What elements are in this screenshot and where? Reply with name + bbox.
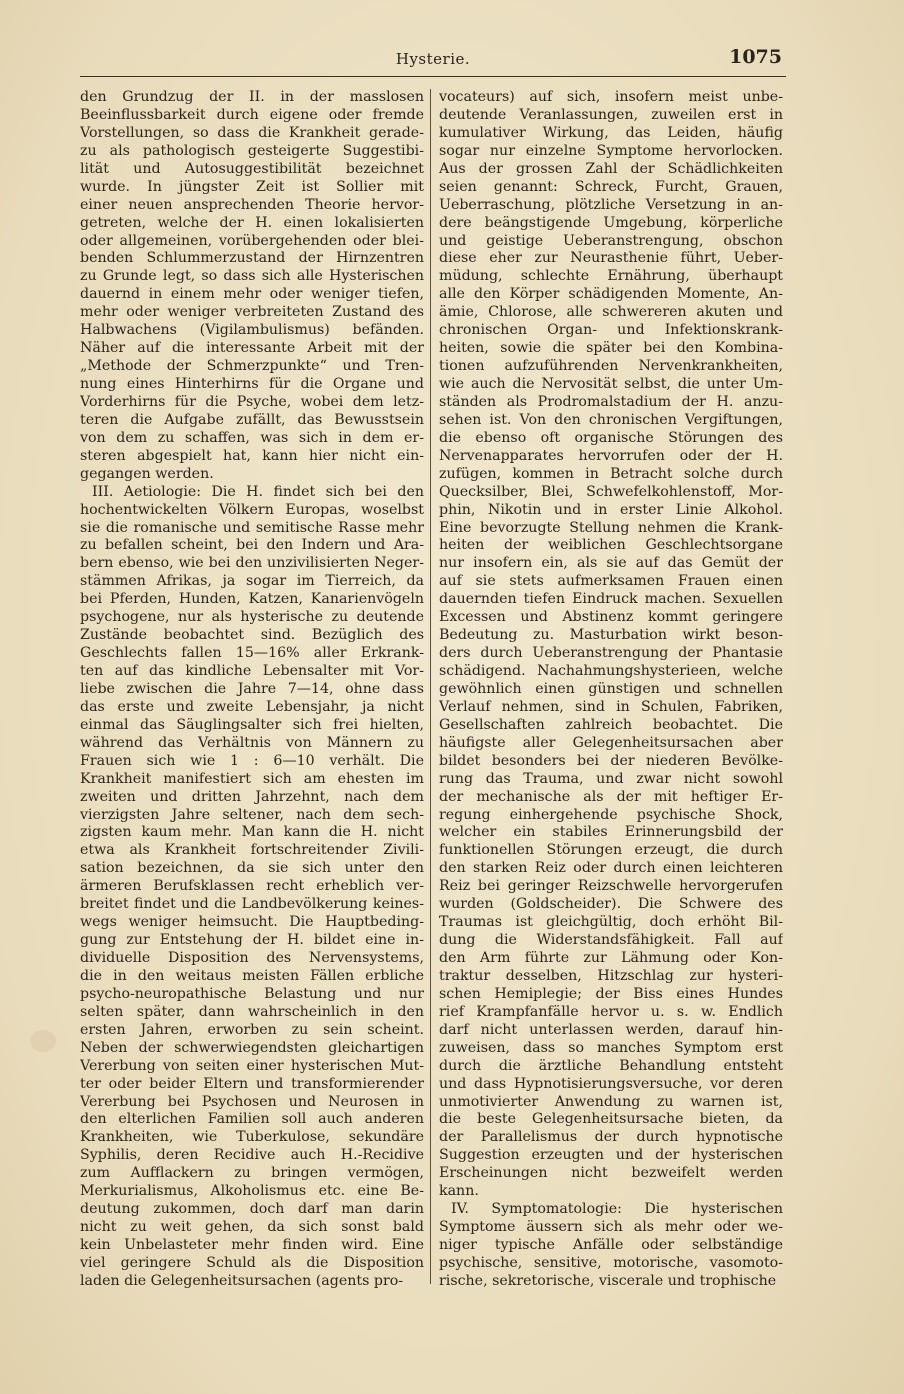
text-line: zufügen, kommen in Betracht solche durch bbox=[439, 465, 783, 482]
text-line: ten auf das kindliche Lebensalter mit Vor- bbox=[80, 663, 424, 679]
text-line: einer neuen ansprechenden Theorie hervor- bbox=[80, 196, 424, 213]
text-line: Vererbung von seiten einer hysterischen Mut- bbox=[80, 1057, 424, 1074]
text-line: nur insofern ein, als sie auf das Gemüt der bbox=[439, 555, 783, 572]
paper-stain bbox=[30, 1030, 56, 1052]
text-line: auf sie stets aufmerksamen Frauen einen bbox=[439, 573, 783, 590]
text-line: dung die Widerstandsfähigkeit. Fall auf bbox=[439, 932, 783, 949]
text-line: die in den weitaus meisten Fällen erbliche bbox=[80, 967, 424, 984]
text-line: gung zur Entstehung der H. bildet eine in- bbox=[80, 932, 424, 949]
text-line: den Grundzug der II. in der masslosen bbox=[80, 89, 424, 105]
text-line: Ueberraschung, plötzliche Versetzung in an- bbox=[439, 196, 783, 213]
text-line: durch die ärztliche Behandlung entsteht bbox=[439, 1057, 783, 1074]
text-line: III. Aetiologie: Die H. findet sich bei den bbox=[92, 483, 424, 500]
text-line: von dem zu schaffen, was sich in dem er- bbox=[80, 429, 424, 446]
page-number: 1075 bbox=[729, 46, 782, 68]
running-title: Hysterie. bbox=[395, 50, 471, 68]
text-line: steren abgespielt hat, kann hier nicht ein- bbox=[80, 447, 424, 464]
text-line: Nervenapparates hervorrufen oder der H. bbox=[439, 447, 783, 464]
text-line: wurde. In jüngster Zeit ist Sollier mit bbox=[80, 178, 424, 195]
text-line: psychogene, nur als hysterische zu deutende bbox=[80, 609, 424, 626]
text-line: darf nicht unterlassen werden, darauf hin- bbox=[439, 1021, 783, 1038]
text-line: unmotivierter Anwendung zu warnen ist, bbox=[439, 1093, 783, 1110]
text-line: Halbwachens (Vigilambulismus) befänden. bbox=[80, 322, 424, 339]
text-line: die beste Gelegenheitsursache bieten, da bbox=[439, 1111, 783, 1128]
text-line: rische, sekretorische, viscerale und trophische bbox=[439, 1272, 777, 1289]
text-line: Syphilis, deren Recidive auch H.-Recidive bbox=[80, 1147, 424, 1164]
text-line: mehr oder weniger verbreiteten Zustand des bbox=[80, 304, 424, 321]
text-line: traktur desselben, Hitzschlag zur hysteri- bbox=[439, 967, 783, 984]
right-text-column bbox=[439, 89, 783, 1291]
text-line: ders durch Ueberanstrengung der Phantasie bbox=[439, 645, 783, 662]
text-line: einmal das Säuglingsalter sich frei hielten, bbox=[80, 716, 424, 733]
text-line: Gesellschaften zahlreich beobachtet. Die bbox=[439, 716, 783, 733]
text-line: während das Verhältnis von Männern zu bbox=[80, 734, 424, 751]
text-line: rief Krampfanfälle hervor u. s. w. Endlich bbox=[439, 1003, 783, 1020]
text-line: Frauen sich wie 1 : 6—10 verhält. Die bbox=[80, 752, 424, 769]
header-rule bbox=[80, 76, 786, 77]
text-line: seien genannt: Schreck, Furcht, Grauen, bbox=[439, 178, 783, 195]
text-line: phin, Nikotin und in erster Linie Alkohol. bbox=[439, 501, 783, 518]
text-line: der mechanische als der mit heftiger Er- bbox=[439, 788, 783, 805]
text-line: heiten, sowie die später bei den Kombina- bbox=[439, 340, 783, 357]
text-line: zigsten kaum mehr. Man kann die H. nicht bbox=[80, 824, 424, 841]
text-line: psycho-neuropathische Belastung und nur bbox=[80, 985, 424, 1002]
text-line: Erscheinungen nicht bezweifelt werden bbox=[439, 1165, 783, 1182]
text-line: und geistige Ueberanstrengung, obschon bbox=[439, 232, 783, 249]
text-line: niger typische Anfälle oder selbständige bbox=[439, 1237, 783, 1253]
text-line: zum Aufflackern zu bringen vermögen, bbox=[80, 1165, 424, 1182]
text-line: kein Unbelasteter mehr finden wird. Eine bbox=[80, 1237, 424, 1253]
text-line: ter oder beider Eltern und transformierender bbox=[80, 1075, 424, 1092]
text-line: gegangen werden. bbox=[80, 465, 214, 482]
text-line: benden Schlummerzustand der Hirnzentren bbox=[80, 250, 424, 267]
text-line: dauernden tiefen Eindruck machen. Sexuellen bbox=[439, 591, 783, 608]
text-line: teren die Aufgabe zufällt, das Bewusstsein bbox=[80, 411, 424, 428]
text-line: zu Grunde legt, so dass sich alle Hysterischen bbox=[80, 268, 424, 285]
text-line: ärmeren Berufsklassen recht erheblich ver- bbox=[80, 878, 424, 895]
text-line: zweiten und dritten Jahrzehnt, nach dem bbox=[80, 788, 424, 805]
text-line: liebe zwischen die Jahre 7—14, ohne dass bbox=[80, 680, 424, 697]
text-line: selten später, dann wahrscheinlich in den bbox=[80, 1003, 424, 1020]
text-line: der Parallelismus der durch hypnotische bbox=[439, 1129, 783, 1146]
text-line: zuweisen, dass so manches Symptom erst bbox=[439, 1039, 783, 1056]
text-line: Vererbung bei Psychosen und Neurosen in bbox=[80, 1093, 424, 1110]
text-line: nung eines Hinterhirns für die Organe und bbox=[80, 376, 424, 392]
text-line: dere beängstigende Umgebung, körperliche bbox=[439, 214, 783, 231]
text-line: den elterlichen Familien soll auch anderen bbox=[80, 1111, 424, 1128]
text-line: kann. bbox=[439, 1183, 479, 1200]
text-line: rung das Trauma, und zwar nicht sowohl bbox=[439, 770, 783, 787]
text-line: ämie, Chlorose, alle schwereren akuten und bbox=[439, 304, 783, 321]
text-line: deutung zukommen, doch darf man darin bbox=[80, 1201, 424, 1218]
text-line: gewöhnlich einen günstigen und schnellen bbox=[439, 680, 783, 697]
left-text-column bbox=[80, 89, 424, 1291]
text-line: Beeinflussbarkeit durch eigene oder fremde bbox=[80, 106, 424, 123]
text-line: viel geringere Schuld als die Disposition bbox=[80, 1254, 424, 1271]
text-line: alle den Körper schädigenden Momente, An- bbox=[439, 286, 783, 303]
text-line: sogar nur einzelne Symptome hervorlocken. bbox=[439, 142, 783, 159]
text-line: wie auch die Nervosität selbst, die unter Um- bbox=[439, 376, 783, 392]
text-line: welcher ein stabiles Erinnerungsbild der bbox=[439, 824, 783, 841]
page-header bbox=[80, 46, 786, 76]
text-line: bildet besonders bei der niederen Bevölke- bbox=[439, 752, 783, 769]
text-line: schädigend. Nachahmungshysterieen, welche bbox=[439, 663, 783, 679]
text-line: häufigste aller Gelegenheitsursachen aber bbox=[439, 734, 783, 751]
text-line: Quecksilber, Blei, Schwefelkohlenstoff, Mor- bbox=[439, 483, 783, 500]
text-line: Aus der grossen Zahl der Schädlichkeiten bbox=[439, 160, 783, 177]
text-line: kumulativer Wirkung, das Leiden, häufig bbox=[439, 124, 783, 141]
text-line: schen Hemiplegie; der Biss eines Hundes bbox=[439, 985, 783, 1002]
text-line: Näher auf die interessante Arbeit mit der bbox=[80, 340, 424, 357]
text-line: ersten Jahren, erworben zu sein scheint. bbox=[80, 1021, 424, 1038]
text-line: wegs weniger heimsucht. Die Hauptbeding- bbox=[80, 914, 424, 931]
text-line: Vorstellungen, so dass die Krankheit gerade- bbox=[80, 124, 424, 141]
text-line: und dass Hypnotisierungsversuche, vor deren bbox=[439, 1075, 783, 1092]
text-line: bei Pferden, Hunden, Katzen, Kanarienvögeln bbox=[80, 591, 424, 608]
text-line: oder allgemeinen, vorübergehenden oder blei- bbox=[80, 232, 424, 249]
text-line: Vorderhirns für die Psyche, wobei dem letz- bbox=[80, 393, 424, 410]
text-line: dauernd in einem mehr oder weniger tiefen, bbox=[80, 286, 424, 303]
text-line: wurden (Goldscheider). Die Schwere des bbox=[439, 896, 783, 913]
text-line: Eine bevorzugte Stellung nehmen die Krank- bbox=[439, 519, 783, 536]
text-line: deutende Veranlassungen, zuweilen erst in bbox=[439, 106, 783, 123]
text-line: psychische, sensitive, motorische, vasomoto- bbox=[439, 1254, 783, 1271]
text-line: etwa als Krankheit fortschreitender Zivili- bbox=[80, 842, 424, 859]
text-line: sie die romanische und semitische Rasse mehr bbox=[80, 519, 424, 536]
text-line: Symptome äussern sich als mehr oder we- bbox=[439, 1219, 783, 1236]
text-line: den starken Reiz oder durch einen leichteren bbox=[439, 860, 783, 877]
text-line: Neben der schwerwiegendsten gleichartigen bbox=[80, 1039, 424, 1056]
text-line: Krankheiten, wie Tuberkulose, sekundäre bbox=[80, 1129, 424, 1146]
text-line: Verlauf nehmen, sind in Schulen, Fabriken, bbox=[439, 698, 783, 715]
text-line: Suggestion erzeugten und der hysterischen bbox=[439, 1147, 783, 1164]
text-line: stämmen Afrikas, ja sogar im Tierreich, da bbox=[80, 573, 424, 590]
text-line: tionen aufzuführenden Nervenkrankheiten, bbox=[439, 358, 783, 375]
text-line: „Methode der Schmerzpunkte“ und Tren- bbox=[80, 358, 424, 375]
column-divider bbox=[430, 89, 431, 1284]
text-line: Geschlechts fallen 15—16% aller Erkrank- bbox=[80, 645, 424, 662]
text-line: diese eher zur Neurasthenie führt, Ueber- bbox=[439, 250, 783, 267]
text-line: funktionellen Störungen erzeugt, die durch bbox=[439, 842, 783, 859]
text-line: sehen ist. Von den chronischen Vergiftungen, bbox=[439, 411, 783, 428]
text-line: breitet findet und die Landbevölkerung keines- bbox=[80, 896, 424, 913]
text-line: getreten, welche der H. einen lokalisierten bbox=[80, 214, 424, 231]
text-line: lität und Autosuggestibilität bezeichnet bbox=[80, 160, 424, 177]
text-line: Excessen und Abstinenz kommt geringere bbox=[439, 609, 783, 626]
text-line: müdung, schlechte Ernährung, überhaupt bbox=[439, 268, 783, 285]
text-line: vocateurs) auf sich, insofern meist unbe- bbox=[439, 89, 783, 105]
text-line: IV. Symptomatologie: Die hysterischen bbox=[451, 1201, 783, 1218]
text-line: den Arm führte zur Lähmung oder Kon- bbox=[439, 950, 783, 966]
text-line: Krankheit manifestiert sich am ehesten im bbox=[80, 770, 424, 787]
text-line: Zustände beobachtet sind. Bezüglich des bbox=[80, 627, 424, 644]
text-line: heiten der weiblichen Geschlechtsorgane bbox=[439, 537, 783, 554]
text-line: zu als pathologisch gesteigerte Suggestibi- bbox=[80, 142, 424, 159]
text-line: Bedeutung zu. Masturbation wirkt beson- bbox=[439, 627, 783, 644]
text-line: Merkurialismus, Alkoholismus etc. eine Be- bbox=[80, 1183, 424, 1200]
text-line: zu befallen scheint, bei den Indern und Ara- bbox=[80, 537, 424, 554]
text-line: chronischen Organ- und Infektionskrank- bbox=[439, 322, 783, 339]
text-line: sation bezeichnen, da sie sich unter den bbox=[80, 860, 424, 877]
text-line: laden die Gelegenheitsursachen (agents pro- bbox=[80, 1272, 404, 1289]
text-line: dividuelle Disposition des Nervensystems, bbox=[80, 950, 424, 966]
text-line: hochentwickelten Völkern Europas, woselbst bbox=[80, 501, 424, 518]
text-line: bern ebenso, wie bei den unzivilisierten Neger- bbox=[80, 555, 424, 572]
text-line: Traumas ist gleichgültig, doch erhöht Bil- bbox=[439, 914, 783, 931]
text-line: regung einhergehende psychische Shock, bbox=[439, 806, 783, 823]
text-line: das erste und zweite Lebensjahr, ja nicht bbox=[80, 698, 424, 715]
text-line: vierzigsten Jahre seltener, nach dem sech- bbox=[80, 806, 424, 823]
text-line: die ebenso oft organische Störungen des bbox=[439, 429, 783, 446]
text-line: ständen als Prodromalstadium der H. anzu- bbox=[439, 393, 783, 410]
text-line: nicht zu weit gehen, da sich sonst bald bbox=[80, 1219, 424, 1236]
text-line: Reiz bei geringer Reizschwelle hervorgerufen bbox=[439, 878, 783, 895]
